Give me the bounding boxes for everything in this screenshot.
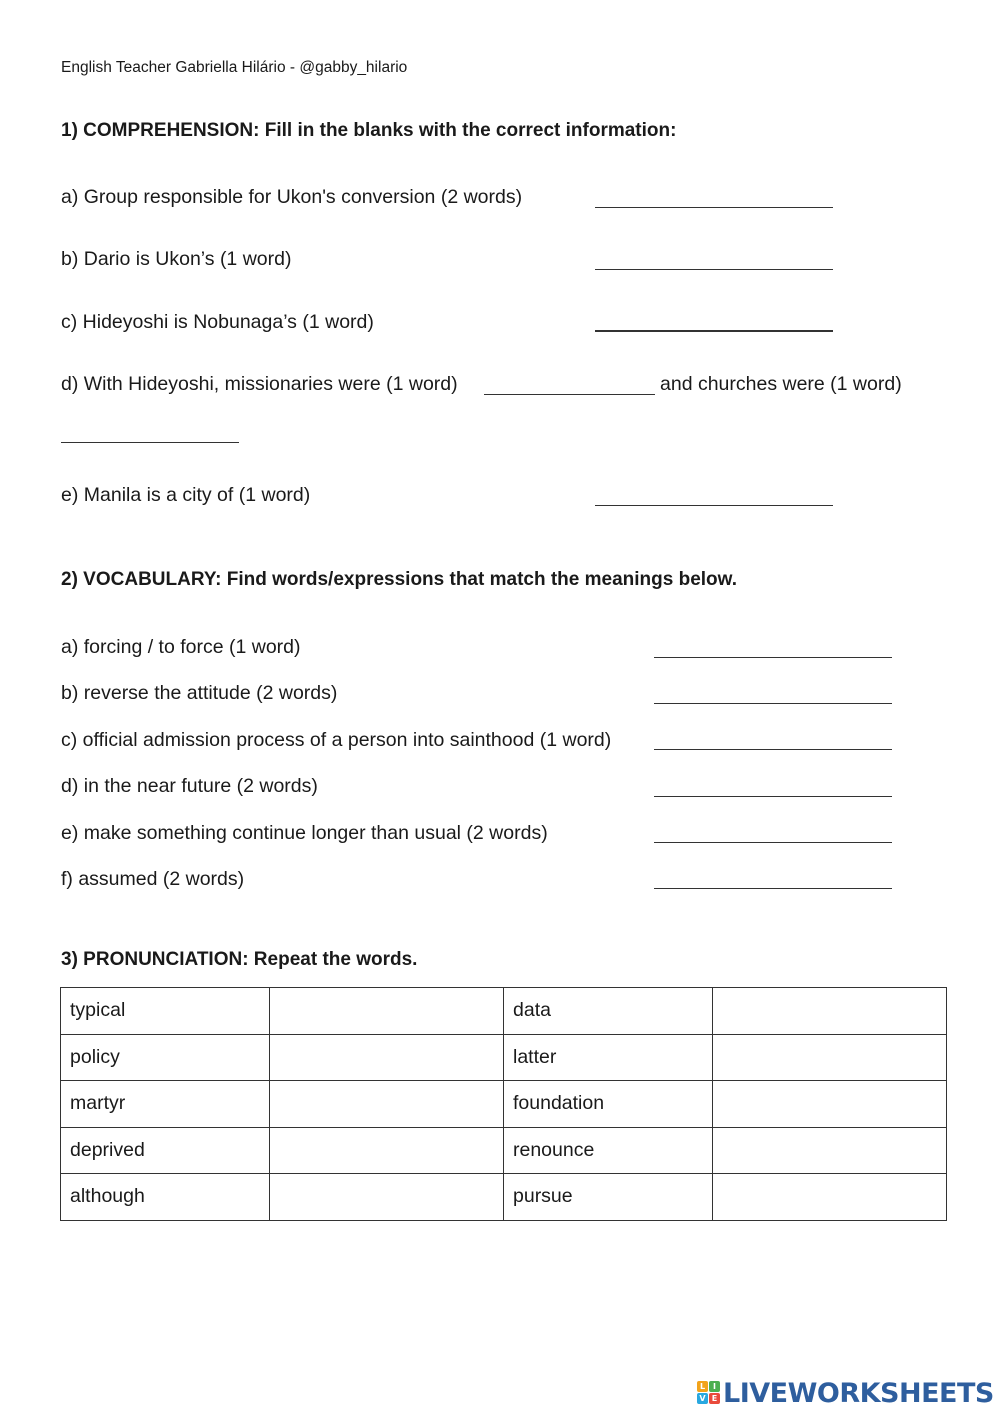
word-cell: pursue [504, 1174, 713, 1221]
answer-blank-1a[interactable] [595, 207, 833, 208]
vocabulary-item-b: b) reverse the attitude (2 words) [61, 682, 338, 704]
answer-blank-1b[interactable] [595, 269, 833, 270]
audio-cell[interactable] [713, 1081, 947, 1128]
section3-title: 3) PRONUNCIATION: Repeat the words. [61, 949, 418, 970]
answer-blank-1d-second[interactable] [61, 442, 239, 443]
section1-title: 1) COMPREHENSION: Fill in the blanks with the correct information: [61, 120, 677, 141]
comprehension-question-a: a) Group responsible for Ukon's conversion (2 words) [61, 186, 523, 208]
comprehension-question-d-part2: and churches were (1 word) [660, 373, 902, 395]
word-cell: although [61, 1174, 270, 1221]
comprehension-question-b: b) Dario is Ukon’s (1 word) [61, 248, 292, 270]
answer-blank-2f[interactable] [654, 888, 892, 889]
page-header: English Teacher Gabriella Hilário - @gabby_hilario [61, 59, 408, 76]
table-row [61, 1127, 947, 1174]
liveworksheets-logo-icon: L I V E [697, 1381, 720, 1405]
audio-cell[interactable] [270, 988, 504, 1035]
table-row [61, 988, 947, 1035]
vocabulary-item-c: c) official admission process of a person into sainthood (1 word) [61, 729, 612, 751]
answer-blank-2d[interactable] [654, 796, 892, 797]
audio-cell[interactable] [270, 1174, 504, 1221]
section2-title: 2) VOCABULARY: Find words/expressions that match the meanings below. [61, 569, 738, 590]
table-row [61, 1174, 947, 1221]
word-cell: latter [504, 1034, 713, 1081]
vocabulary-item-d: d) in the near future (2 words) [61, 775, 318, 797]
audio-cell[interactable] [713, 1127, 947, 1174]
audio-cell[interactable] [270, 1127, 504, 1174]
audio-cell[interactable] [713, 1034, 947, 1081]
word-cell: deprived [61, 1127, 270, 1174]
logo-text: LIVEWORKSHEETS [723, 1377, 994, 1409]
audio-cell[interactable] [270, 1081, 504, 1128]
answer-blank-2e[interactable] [654, 842, 892, 843]
vocabulary-item-a: a) forcing / to force (1 word) [61, 636, 301, 658]
word-cell: martyr [61, 1081, 270, 1128]
table-row [61, 1081, 947, 1128]
comprehension-question-c: c) Hideyoshi is Nobunaga’s (1 word) [61, 311, 374, 333]
audio-cell[interactable] [713, 1174, 947, 1221]
word-cell: foundation [504, 1081, 713, 1128]
audio-cell[interactable] [270, 1034, 504, 1081]
pronunciation-table [60, 987, 947, 1221]
audio-cell[interactable] [713, 988, 947, 1035]
word-cell: renounce [504, 1127, 713, 1174]
answer-blank-1e[interactable] [595, 505, 833, 506]
answer-blank-2b[interactable] [654, 703, 892, 704]
answer-blank-2c[interactable] [654, 749, 892, 750]
word-cell: policy [61, 1034, 270, 1081]
vocabulary-item-f: f) assumed (2 words) [61, 868, 245, 890]
comprehension-question-d: d) With Hideyoshi, missionaries were (1 word) [61, 373, 458, 395]
word-cell: typical [61, 988, 270, 1035]
comprehension-question-e: e) Manila is a city of (1 word) [61, 484, 311, 506]
word-cell: data [504, 988, 713, 1035]
vocabulary-item-e: e) make something continue longer than usual (2 words) [61, 822, 548, 844]
answer-blank-1d-first[interactable] [484, 394, 655, 395]
answer-blank-2a[interactable] [654, 657, 892, 658]
liveworksheets-logo [697, 1378, 994, 1408]
table-row [61, 1034, 947, 1081]
answer-blank-1c[interactable] [595, 330, 833, 332]
